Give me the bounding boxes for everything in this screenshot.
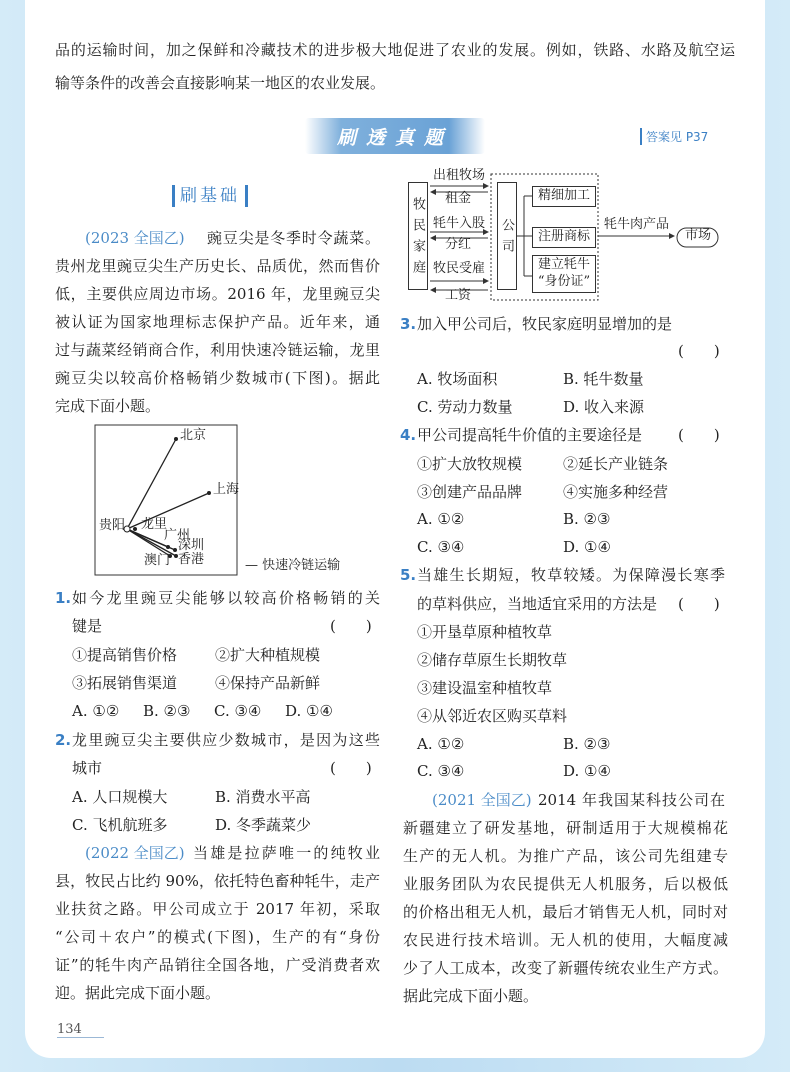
source-tag: (2023 全国乙) <box>85 229 185 247</box>
answer-option: A. 牧场面积 <box>417 370 498 388</box>
answer-bracket: ( ) <box>678 426 720 444</box>
passage-line: 的价格出租无人机，最后才销售无人机，同时对 <box>403 903 728 921</box>
passage-line: 迎。据此完成下面小题。 <box>55 984 221 1002</box>
answer-option: D. ①④ <box>285 702 333 720</box>
product-label: 牦牛肉产品 <box>604 217 670 232</box>
answer-option: D. ①④ <box>563 762 611 780</box>
question-text: 当雄生长期短，牧草较矮。为保障漫长寒季 <box>417 566 725 584</box>
answer-option: A. 人口规模大 <box>72 788 168 806</box>
market-label: 市场 <box>685 228 712 243</box>
passage-line: 新疆建立了研发基地，研制适用于大规模棉花 <box>403 819 728 837</box>
statement: ②扩大种植规模 <box>215 646 321 664</box>
route-shanghai <box>127 493 209 529</box>
question-number: 3. <box>400 315 417 333</box>
city-dot <box>207 491 211 495</box>
answer-option: B. 牦牛数量 <box>563 370 644 388</box>
answer-option: C. 劳动力数量 <box>417 398 513 416</box>
city-dot <box>173 548 177 552</box>
city-label: 澳门 <box>144 553 171 568</box>
statement: ③创建产品品牌 <box>417 483 523 501</box>
step-label: “身份证” <box>537 274 591 289</box>
passage-line: 贵州龙里豌豆尖生产历史长、品质优，然而售价 <box>55 257 380 275</box>
step-label: 建立牦牛 <box>537 257 590 272</box>
city-label: 香港 <box>178 552 205 567</box>
route-beijing <box>127 439 176 529</box>
answer-option: D. ①④ <box>563 538 611 556</box>
passage-line: 证”的牦牛肉产品销往全国各地，广受消费者欢 <box>55 956 380 974</box>
city-label: 北京 <box>180 428 207 443</box>
section-label: 刷基础 <box>172 185 248 207</box>
city-dot <box>133 527 137 531</box>
question-text: 城市 <box>72 759 103 777</box>
city-label: 广州 <box>164 528 191 543</box>
statement: ①提高销售价格 <box>72 646 178 664</box>
statement: ②延长产业链条 <box>563 455 669 473</box>
city-label: 龙里 <box>141 517 168 532</box>
question-text: 的草料供应，当地适宜采用的方法是 <box>417 595 658 613</box>
question-number: 1. <box>55 589 72 607</box>
step-label: 精细加工 <box>537 188 590 203</box>
answer-option: B. ②③ <box>563 735 611 753</box>
passage-line: 业服务团队为农民提供无人机服务，后以极低 <box>403 875 728 893</box>
passage-line: 少了人工成本，改变了新疆传统农业生产方式。 <box>403 959 728 977</box>
answer-bracket: ( ) <box>678 595 720 613</box>
passage-line: “公司＋农户”的模式(下图)，生产的有“身份 <box>55 928 380 946</box>
passage-line: 低，主要供应周边市场。2016 年，龙里豌豆尖 <box>55 285 380 303</box>
answer-option: D. 冬季蔬菜少 <box>215 816 312 834</box>
answer-option: A. ①② <box>72 702 120 720</box>
banner-title: 刷透真题 <box>336 127 453 149</box>
bracket-connector <box>516 196 532 276</box>
answer-bracket: ( ) <box>330 617 372 635</box>
flow-label: 分红 <box>445 237 472 252</box>
step-label: 注册商标 <box>537 229 590 244</box>
answer-bracket: ( ) <box>678 342 720 360</box>
question-text: 如今龙里豌豆尖能够以较高价格畅销的关 <box>72 589 380 607</box>
passage-line: 农民进行技术培训。无人机的使用，大幅度减 <box>403 931 728 949</box>
question-text: 甲公司提高牦牛价值的主要途径是 <box>417 426 643 444</box>
intro-line: 输等条件的改善会直接影响某一地区的农业发展。 <box>55 74 386 92</box>
source-tag: (2021 全国乙) <box>432 791 532 809</box>
statement: ①开垦草原种植牧草 <box>417 623 553 641</box>
process-step-box <box>532 186 596 207</box>
city-label: 上海 <box>213 482 240 497</box>
company-box: 公司 <box>497 182 517 290</box>
city-dot <box>174 437 178 441</box>
question-text: 加入甲公司后，牧民家庭明显增加的是 <box>417 315 673 333</box>
statement: ③建设温室种植牧草 <box>417 679 553 697</box>
passage-line: 生产的无人机。为推广产品，该公司先组建专 <box>403 847 728 865</box>
statement: ④保持产品新鲜 <box>215 674 321 692</box>
answer-option: B. 消费水平高 <box>215 788 311 806</box>
statement: ②储存草原生长期牧草 <box>417 651 568 669</box>
process-step-box <box>532 227 596 248</box>
passage-line: 豌豆尖以较高价格畅销少数城市(下图)。据此 <box>55 369 380 387</box>
question-number: 4. <box>400 426 417 444</box>
statement: ①扩大放牧规模 <box>417 455 523 473</box>
answer-option: C. ③④ <box>417 538 465 556</box>
flow-label: 工资 <box>445 288 472 303</box>
passage-line: 2014 年我国某科技公司在 <box>538 791 725 809</box>
city-label: 深圳 <box>178 538 205 553</box>
passage-line: 县，牧民占比约 90%，依托特色畜种牦牛，走产 <box>55 872 380 890</box>
question-text: 龙里豌豆尖主要供应少数城市，是因为这些 <box>72 731 380 749</box>
source-tag: (2022 全国乙) <box>85 844 185 862</box>
answer-option: C. 飞机航班多 <box>72 816 168 834</box>
passage-line: 据此完成下面小题。 <box>403 987 539 1005</box>
answer-option: D. 收入来源 <box>563 398 645 416</box>
answer-option: A. ①② <box>417 510 465 528</box>
answer-option: B. ②③ <box>143 702 191 720</box>
answer-reference: 答案见 P37 <box>640 128 708 145</box>
flow-label: 出租牧场 <box>433 168 486 183</box>
question-number: 2. <box>55 731 72 749</box>
passage-line: 完成下面小题。 <box>55 397 161 415</box>
city-label: 贵阳 <box>99 518 126 533</box>
herder-family-box: 牧民家庭 <box>408 182 428 290</box>
passage-line: 被认证为国家地理标志保护产品。近年来，通 <box>55 313 380 331</box>
answer-option: C. ③④ <box>417 762 465 780</box>
page-number: 134 <box>57 1022 104 1038</box>
map-legend: — 快速冷链运输 <box>245 558 341 573</box>
city-dot <box>166 545 170 549</box>
statement: ③拓展销售渠道 <box>72 674 178 692</box>
answer-bracket: ( ) <box>330 759 372 777</box>
flow-label: 牧民受雇 <box>433 261 486 276</box>
flow-label: 牦牛入股 <box>433 216 486 231</box>
question-text: 键是 <box>72 617 103 635</box>
passage-line: 豌豆尖是冬季时令蔬菜。 <box>207 229 380 247</box>
statement: ④实施多种经营 <box>563 483 669 501</box>
process-step-box <box>532 255 596 293</box>
question-number: 5. <box>400 566 417 584</box>
statement: ④从邻近农区购买草料 <box>417 707 568 725</box>
intro-line: 品的运输时间，加之保鲜和冷藏技术的进步极大地促进了农业的发展。例如，铁路、水路及航空运 <box>55 41 735 59</box>
answer-option: C. ③④ <box>214 702 262 720</box>
answer-option: A. ①② <box>417 735 465 753</box>
passage-line: 当雄是拉萨唯一的纯牧业 <box>193 844 380 862</box>
flow-label: 租金 <box>445 191 472 206</box>
passage-line: 过与蔬菜经销商合作，利用快速冷链运输，龙里 <box>55 341 380 359</box>
answer-option: B. ②③ <box>563 510 611 528</box>
passage-line: 业扶贫之路。甲公司成立于 2017 年初，采取 <box>55 900 380 918</box>
